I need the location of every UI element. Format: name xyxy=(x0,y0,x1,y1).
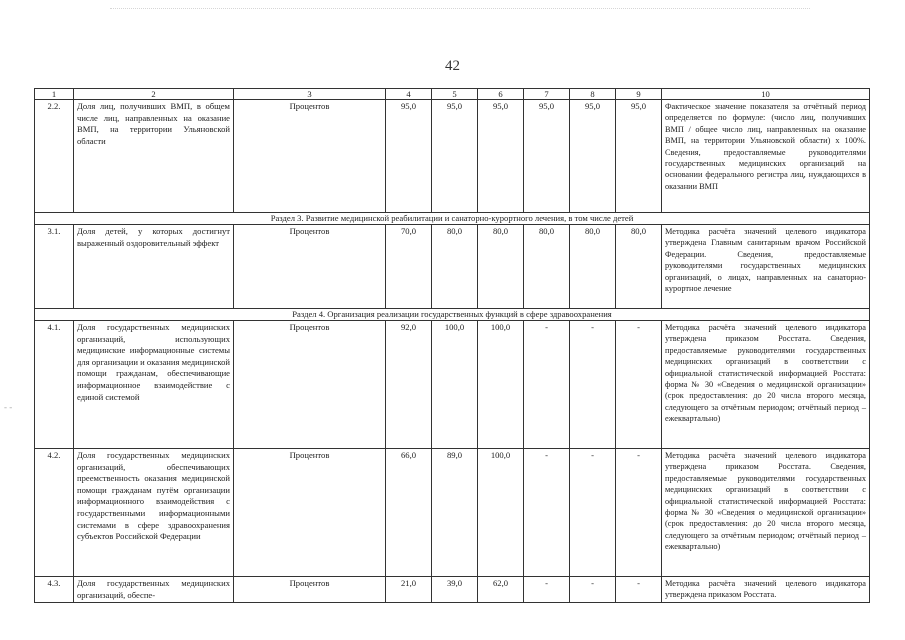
column-number-row xyxy=(35,89,870,100)
row-number: 2.2. xyxy=(35,100,74,213)
row-number: 3.1. xyxy=(35,225,74,309)
value-cell: - xyxy=(616,449,662,577)
indicator-name: Доля государственных медицинских организаций, использующих медицинские информационные системы для организации и оказания медицинской помощи гражданам, обеспечивающие информационное взаимодействие с единой системой xyxy=(74,321,234,449)
column-header: 8 xyxy=(570,89,616,100)
column-header: 9 xyxy=(616,89,662,100)
value-cell: 80,0 xyxy=(478,225,524,309)
value-cell: 80,0 xyxy=(524,225,570,309)
row-number: 4.3. xyxy=(35,577,74,603)
methodology: Методика расчёта значений целевого индикатора утверждена приказом Росстата. xyxy=(662,577,870,603)
margin-mark: - - xyxy=(4,402,13,412)
methodology: Методика расчёта значений целевого индикатора утверждена приказом Росстата. Сведения, предоставляемые руководителями государственных медицинских организаций в соответствии с официальной статистической информацией Росстата: форма № 30 «Сведения о медицинской организации» (срок предоставления: до 20 числа второго месяца, следующего за отчётным периодом; отчётный период – ежеквартально) xyxy=(662,449,870,577)
value-cell: 80,0 xyxy=(570,225,616,309)
indicator-name: Доля детей, у которых достигнут выраженный оздоровительный эффект xyxy=(74,225,234,309)
table-row xyxy=(35,577,870,603)
value-cell: - xyxy=(570,321,616,449)
column-header: 2 xyxy=(74,89,234,100)
section-title-row xyxy=(35,213,870,225)
value-cell: 39,0 xyxy=(432,577,478,603)
column-header: 7 xyxy=(524,89,570,100)
column-header: 3 xyxy=(234,89,386,100)
value-cell: 95,0 xyxy=(616,100,662,213)
methodology: Фактическое значение показателя за отчётный период определяется по формуле: (число лиц, получивших ВМП / общее число лиц, направленных на оказание ВМП, на территории Ульяновской области) х 100%. Сведения, предоставляемые руководителями государственных медицинских организаций на основании федерального регистра лиц, нуждающихся в оказании ВМП xyxy=(662,100,870,213)
value-cell: 95,0 xyxy=(386,100,432,213)
scan-noise xyxy=(110,8,810,13)
table-row xyxy=(35,321,870,449)
value-cell: 70,0 xyxy=(386,225,432,309)
column-header: 6 xyxy=(478,89,524,100)
column-header: 4 xyxy=(386,89,432,100)
unit: Процентов xyxy=(234,100,386,213)
value-cell: 95,0 xyxy=(524,100,570,213)
value-cell: - xyxy=(524,321,570,449)
unit: Процентов xyxy=(234,321,386,449)
value-cell: 95,0 xyxy=(432,100,478,213)
methodology: Методика расчёта значений целевого индикатора утверждена Главным санитарным врачом Российской Федерации. Сведения, предоставляемые руководителями государственных медицинских организаций, о лицах, направленных на санаторно-курортное лечение xyxy=(662,225,870,309)
unit: Процентов xyxy=(234,577,386,603)
value-cell: - xyxy=(616,577,662,603)
table-row xyxy=(35,100,870,213)
page-number: 42 xyxy=(445,58,460,74)
table-row xyxy=(35,225,870,309)
value-cell: 62,0 xyxy=(478,577,524,603)
indicators-table xyxy=(34,88,870,603)
value-cell: 100,0 xyxy=(478,321,524,449)
row-number: 4.1. xyxy=(35,321,74,449)
column-header: 5 xyxy=(432,89,478,100)
value-cell: 89,0 xyxy=(432,449,478,577)
value-cell: - xyxy=(570,449,616,577)
value-cell: 100,0 xyxy=(432,321,478,449)
value-cell: 80,0 xyxy=(432,225,478,309)
indicator-name: Доля государственных медицинских организаций, обеспечивающих преемственность оказания медицинской помощи гражданам путём организации информационного взаимодействия с государственными информационными системами в сфере здравоохранения субъектов Российской Федерации xyxy=(74,449,234,577)
unit: Процентов xyxy=(234,225,386,309)
column-header: 1 xyxy=(35,89,74,100)
value-cell: 80,0 xyxy=(616,225,662,309)
section-title: Раздел 3. Развитие медицинской реабилитации и санаторно-курортного лечения, в том числе детей xyxy=(35,213,870,225)
value-cell: - xyxy=(616,321,662,449)
section-title: Раздел 4. Организация реализации государственных функций в сфере здравоохранения xyxy=(35,309,870,321)
value-cell: 100,0 xyxy=(478,449,524,577)
section-title-row xyxy=(35,309,870,321)
value-cell: - xyxy=(524,577,570,603)
column-header: 10 xyxy=(662,89,870,100)
indicator-name: Доля государственных медицинских организаций, обеспе- xyxy=(74,577,234,603)
unit: Процентов xyxy=(234,449,386,577)
methodology: Методика расчёта значений целевого индикатора утверждена приказом Росстата. Сведения, предоставляемые руководителями государственных медицинских организаций в соответствии с официальной статистической информацией Росстата: форма № 30 «Сведения о медицинской организации» (срок предоставления: до 20 числа второго месяца, следующего за отчётным периодом; отчётный период – ежеквартально) xyxy=(662,321,870,449)
value-cell: 92,0 xyxy=(386,321,432,449)
value-cell: 21,0 xyxy=(386,577,432,603)
table-row xyxy=(35,449,870,577)
value-cell: 95,0 xyxy=(570,100,616,213)
value-cell: - xyxy=(570,577,616,603)
row-number: 4.2. xyxy=(35,449,74,577)
indicator-name: Доля лиц, получивших ВМП, в общем числе лиц, направленных на оказание ВМП, на территории Ульяновской области xyxy=(74,100,234,213)
value-cell: 66,0 xyxy=(386,449,432,577)
value-cell: - xyxy=(524,449,570,577)
value-cell: 95,0 xyxy=(478,100,524,213)
